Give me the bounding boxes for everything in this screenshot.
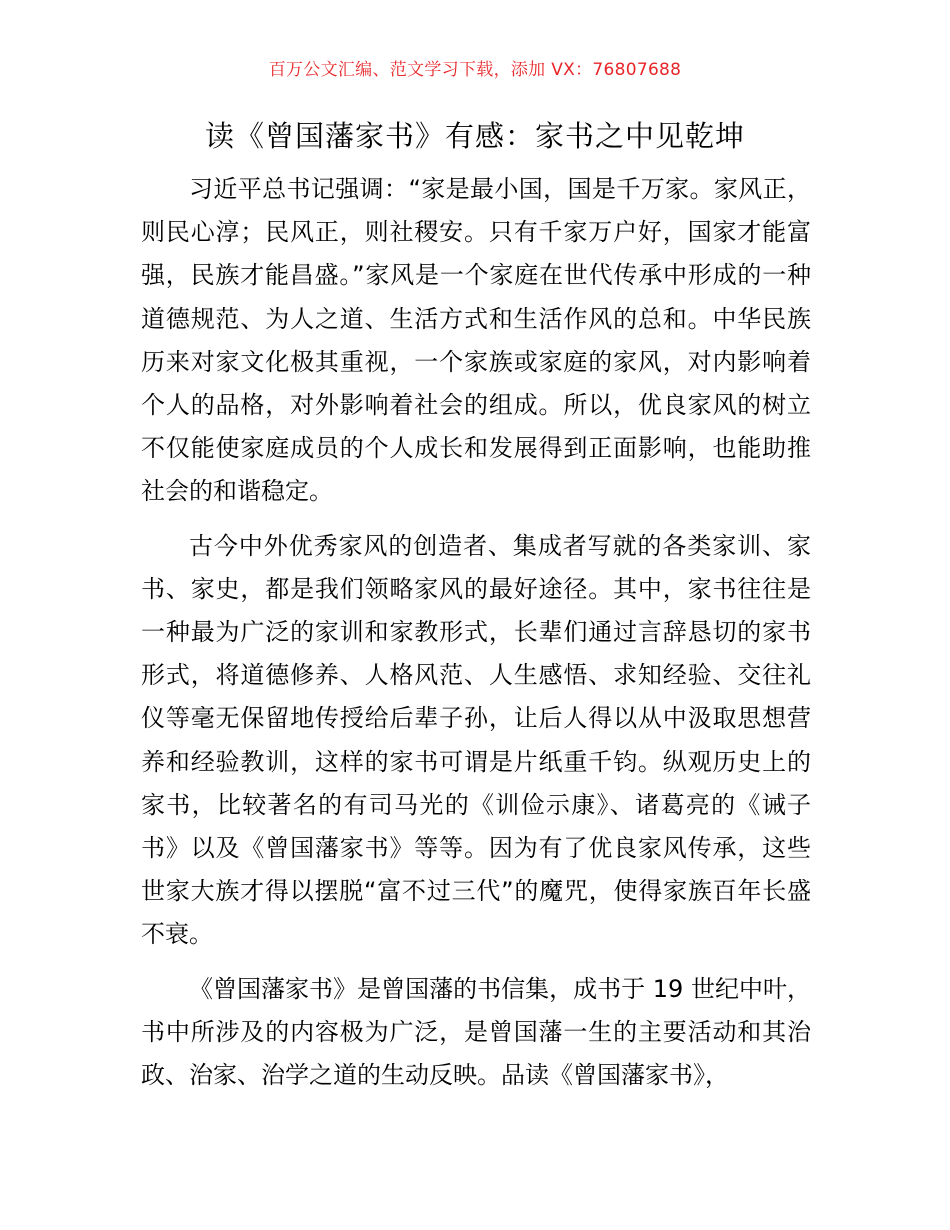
- paragraph-3: 《曾国藩家书》是曾国藩的书信集，成书于 19 世纪中叶，书中所涉及的内容极为广泛，是曾国藩一生的主要活动和其治政、治家、治学之道的生动反映。品读《曾国藩家书》，: [141, 974, 811, 1090]
- paragraph-2: 古今中外优秀家风的创造者、集成者写就的各类家训、家书、家史，都是我们领略家风的最好途径。其中，家书往往是一种最为广泛的家训和家教形式，长辈们通过言辞恳切的家书形式，将道德修养、人格风范、人生感悟、求知经验、交往礼仪等毫无保留地传授给后辈子孙，让后人得以从中汲取思想营养和经验教训，这样的家书可谓是片纸重千钧。纵观历史上的家书，比较著名的有司马光的《训俭示康》、诸葛亮的《诫子书》以及《曾国藩家书》等等。因为有了优良家风传承，这些世家大族才得以摆脱“富不过三代”的魔咒，使得家族百年长盛不衰。: [141, 531, 811, 949]
- document-body: [141, 168, 811, 1108]
- header-note: 百万公文汇编、范文学习下载，添加 VX：76807688: [268, 60, 682, 80]
- paragraph-1: 习近平总书记强调：“家是最小国，国是千万家。家风正，则民心淳；民风正，则社稷安。只有千家万户好，国家才能富强，民族才能昌盛。”家风是一个家庭在世代传承中形成的一种道德规范、为人之道、生活方式和生活作风的总和。中华民族历来对家文化极其重视，一个家族或家庭的家风，对内影响着个人的品格，对外影响着社会的组成。所以，优良家风的树立不仅能使家庭成员的个人成长和发展得到正面影响，也能助推社会的和谐稳定。: [141, 175, 811, 506]
- document-title: 读《曾国藩家书》有感：家书之中见乾坤: [204, 119, 745, 153]
